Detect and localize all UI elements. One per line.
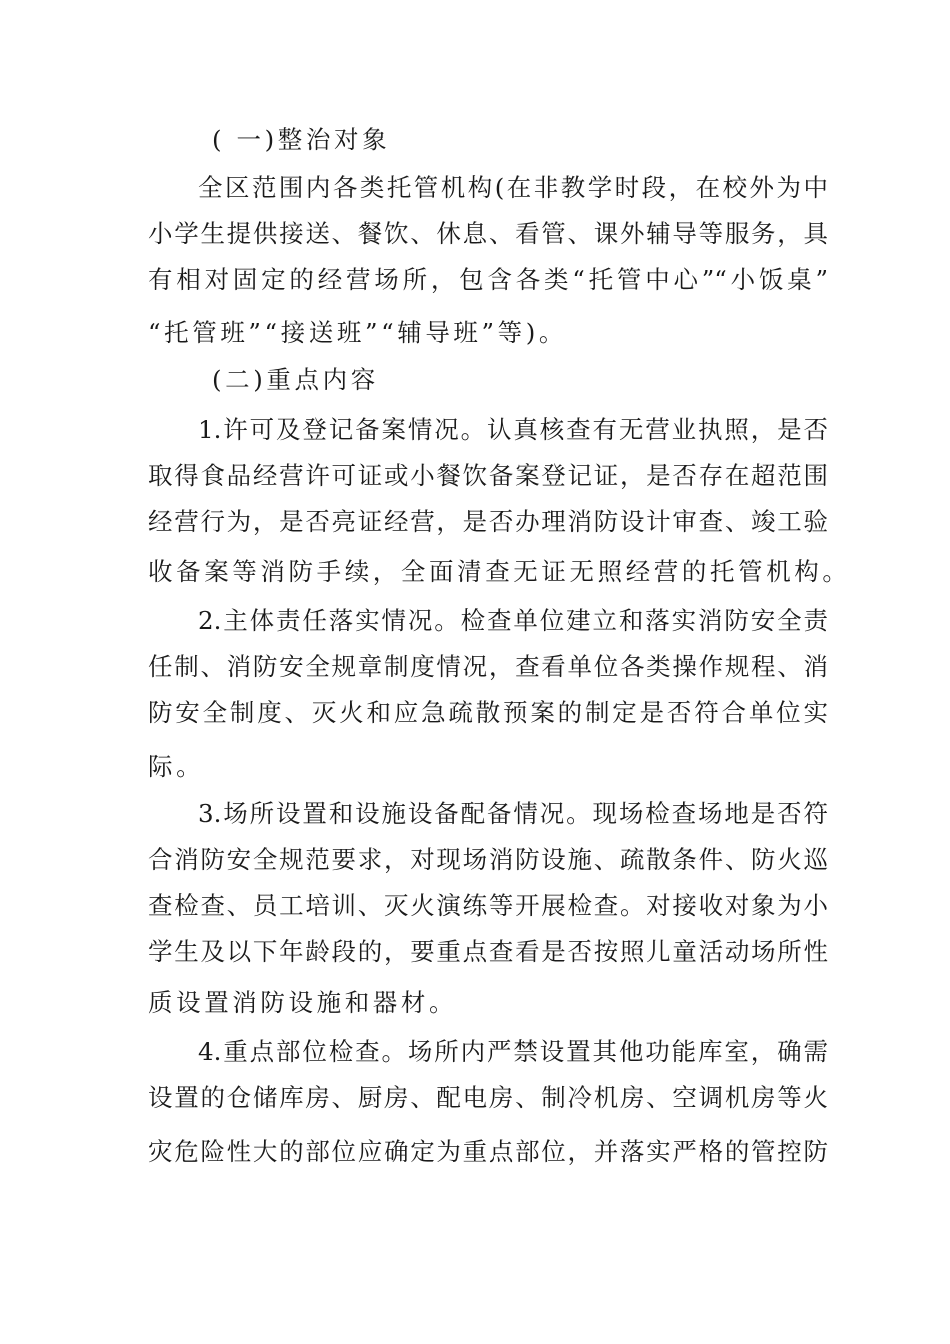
heading-key-content: (二)重点内容 (212, 365, 379, 394)
paragraph-line: 4.重点部位检查。场所内严禁设置其他功能库室，确需 (198, 1037, 828, 1066)
paragraph-line: 灾危险性大的部位应确定为重点部位，并落实严格的管控防 (148, 1137, 828, 1166)
paragraph-line: 查检查、员工培训、灭火演练等开展检查。对接收对象为小 (148, 891, 828, 920)
paragraph-line: 1.许可及登记备案情况。认真核查有无营业执照，是否 (198, 415, 828, 444)
paragraph-line: 取得食品经营许可证或小餐饮备案登记证，是否存在超范围 (148, 461, 828, 490)
heading-target: ( 一)整治对象 (212, 125, 391, 154)
paragraph-line: 经营行为，是否亮证经营，是否办理消防设计审查、竣工验 (148, 507, 828, 536)
paragraph-line: 小学生提供接送、餐饮、休息、看管、课外辅导等服务，具 (148, 219, 828, 248)
paragraph-line: 学生及以下年龄段的，要重点查看是否按照儿童活动场所性 (148, 937, 828, 966)
paragraph-line: 际。 (148, 752, 205, 781)
paragraph-line: 全区范围内各类托管机构(在非教学时段，在校外为中 (198, 173, 828, 202)
paragraph-line: 收备案等消防手续，全面清查无证无照经营的托管机构。 (148, 557, 851, 586)
paragraph-line: 3.场所设置和设施设备配备情况。现场检查场地是否符 (198, 799, 828, 828)
paragraph-line: 2.主体责任落实情况。检查单位建立和落实消防安全责 (198, 606, 828, 635)
paragraph-line: 有相对固定的经营场所，包含各类“托管中心”“小饭桌” (148, 265, 828, 294)
paragraph-line: 合消防安全规范要求，对现场消防设施、疏散条件、防火巡 (148, 845, 828, 874)
paragraph-line: 设置的仓储库房、厨房、配电房、制冷机房、空调机房等火 (148, 1083, 828, 1112)
paragraph-line: “托管班”“接送班”“辅导班”等)。 (148, 318, 568, 347)
paragraph-line: 质设置消防设施和器材。 (148, 988, 458, 1017)
paragraph-line: 任制、消防安全规章制度情况，查看单位各类操作规程、消 (148, 652, 828, 681)
paragraph-line: 防安全制度、灭火和应急疏散预案的制定是否符合单位实 (148, 698, 828, 727)
